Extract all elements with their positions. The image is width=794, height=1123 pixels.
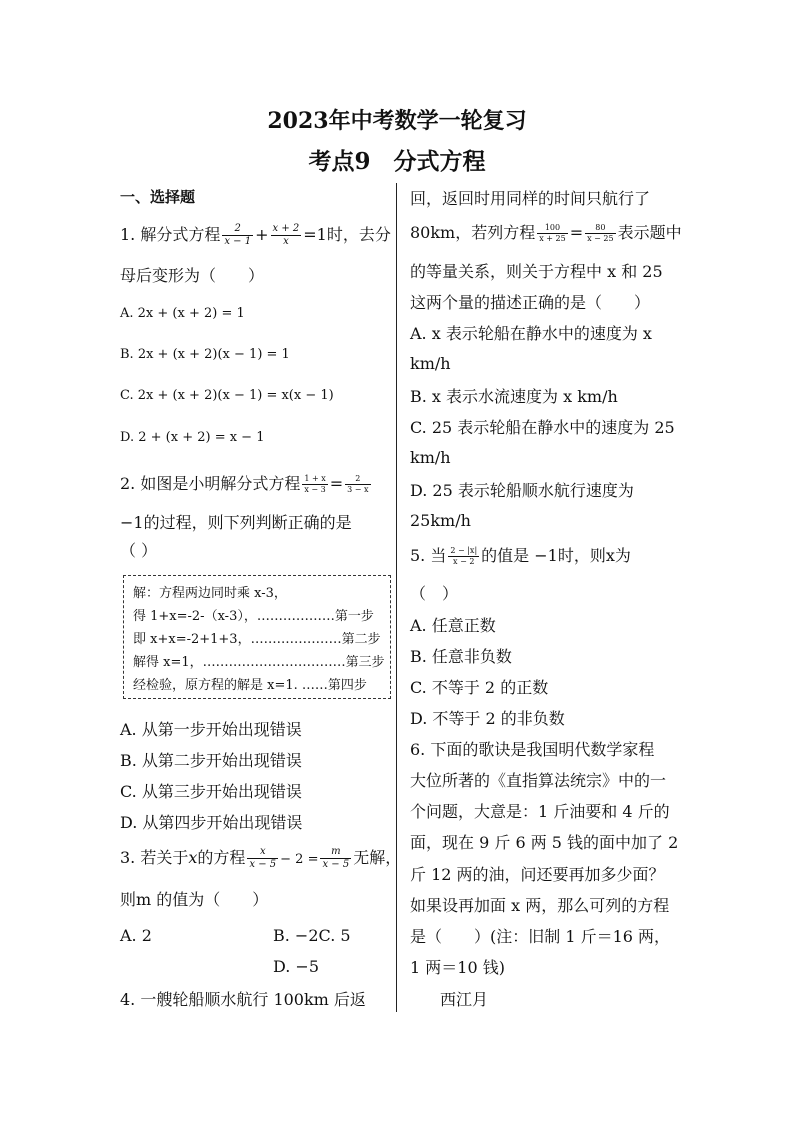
- q4-f1-numerator: 100: [537, 223, 567, 234]
- q4-f2-denominator: x − 25: [587, 234, 614, 243]
- q2-f1-numerator: 1 + x: [304, 474, 326, 483]
- q2-option-d: D. 从第四步开始出现错误: [120, 813, 303, 832]
- q2-f1-denominator: x − 3: [304, 485, 326, 494]
- q1-prefix: 1. 解分式方程: [120, 225, 221, 244]
- q1-plus: +: [255, 225, 269, 244]
- solution-line-1: 解：方程两边同时乘 x-3，: [133, 586, 287, 601]
- q3-f1-denominator: x − 5: [249, 859, 277, 870]
- q5-pre: 5. 当: [410, 546, 447, 565]
- q5-option-a: A. 任意正数: [410, 616, 496, 635]
- q3-variable: x: [188, 848, 198, 867]
- q1-f2-denominator: x: [283, 236, 289, 247]
- solution-line-5: 经检验，原方程的解是 x=1. ……第四步: [133, 678, 367, 693]
- q6-line1: 6. 下面的歌诀是我国明代数学家程: [410, 740, 655, 759]
- q2-stem-line2: −1的过程，则下列判断正确的是: [120, 513, 352, 532]
- question-3-stem: [120, 845, 401, 871]
- q6-line4: 面，现在 9 斤 6 两 5 钱的面中加了 2: [410, 833, 679, 852]
- solution-line-4: 解得 x=1，……………………………第三步: [133, 655, 385, 670]
- q2-option-b: B. 从第二步开始出现错误: [120, 751, 302, 770]
- q6-line6: 如果设再加面 x 两，那么可列的方程: [410, 896, 670, 915]
- q2-option-a: A. 从第一步开始出现错误: [120, 720, 302, 739]
- q2-f2-denominator: 3 − x: [347, 485, 369, 494]
- q1-option-b: B. 2x + (x + 2)(x − 1) = 1: [120, 347, 290, 362]
- q4-option-d-line1: D. 25 表示轮船顺水航行速度为: [410, 481, 634, 500]
- q3-suffix: 无解，: [353, 848, 402, 867]
- q3-minus: − 2 =: [280, 852, 319, 867]
- q6-line3: 个问题，大意是：1 斤油要和 4 斤的: [410, 802, 670, 821]
- document-title: 2023年中考数学一轮复习: [267, 108, 527, 134]
- q1-option-a: A. 2x + (x + 2) = 1: [120, 306, 245, 321]
- q2-equals: =: [329, 474, 344, 493]
- q3-mid: 的方程: [197, 848, 246, 867]
- q4-option-b: B. x 表示水流速度为 x km/h: [410, 387, 618, 406]
- q1-fraction-2: [271, 223, 302, 248]
- q1-f2-numerator: x + 2: [272, 223, 300, 234]
- q4-post: 表示题中: [617, 223, 682, 242]
- q6-poem-title: 西江月: [440, 990, 489, 1009]
- q4-option-a-line1: A. x 表示轮船在静水中的速度为 x: [410, 324, 652, 343]
- q6-line5: 斤 12 两的油，问还要再加多少面？: [410, 865, 665, 884]
- solution-line-2: 得 1+x=-2-（x-3），………………第一步: [133, 609, 374, 624]
- q3-fraction-1: [247, 846, 278, 871]
- q5-denominator: x − 2: [453, 557, 475, 566]
- q2-fraction-1: [302, 474, 327, 495]
- q1-stem-line2: 母后变形为（ ）: [120, 266, 265, 285]
- solution-box: [123, 575, 391, 699]
- q3-f1-numerator: x: [247, 846, 278, 859]
- q5-option-d: D. 不等于 2 的非负数: [410, 709, 565, 728]
- q3-stem-line2: 则m 的值为（ ）: [120, 890, 269, 909]
- q2-fraction-2: [345, 474, 370, 495]
- q4-fraction-2: [585, 223, 615, 244]
- q3-f2-denominator: x − 5: [322, 859, 350, 870]
- q6-line8: 1 两＝10 钱): [410, 958, 505, 977]
- q2-option-c: C. 从第三步开始出现错误: [120, 782, 302, 801]
- q1-suffix: =1时，去分: [303, 225, 391, 244]
- q1-f1-denominator: x − 1: [224, 236, 252, 247]
- q4-option-c-line1: C. 25 表示轮船在静水中的速度为 25: [410, 418, 675, 437]
- q3-f2-numerator: m: [320, 846, 351, 859]
- q5-post: 的值是 −1时，则x为: [481, 546, 631, 565]
- document-subtitle: 考点9 分式方程: [308, 148, 486, 175]
- question-2-stem: [120, 471, 373, 495]
- q4-line3: 的等量关系，则关于方程中 x 和 25: [410, 262, 663, 281]
- q5-line2: （ ）: [410, 584, 459, 603]
- question-4-start: 4. 一艘轮船顺水航行 100km 后返: [120, 990, 366, 1009]
- question-5-stem: [410, 543, 631, 567]
- q4-equation-line: [410, 220, 682, 244]
- q4-option-a-line2: km/h: [410, 354, 451, 373]
- q4-pre: 80km，若列方程: [410, 223, 536, 242]
- q1-fraction-1: [222, 223, 253, 248]
- q3-option-d: D. −5: [273, 957, 320, 976]
- q5-fraction: [448, 546, 479, 567]
- q5-option-b: B. 任意非负数: [410, 647, 512, 666]
- q2-f2-numerator: 2: [345, 474, 370, 485]
- q4-option-d-line2: 25km/h: [410, 511, 471, 530]
- column-divider: [396, 183, 397, 1012]
- q4-fraction-1: [537, 223, 567, 244]
- q3-option-bc: B. −2C. 5: [273, 926, 351, 945]
- q1-option-d: D. 2 + (x + 2) = x − 1: [120, 430, 265, 445]
- q2-stem-line3: （ ）: [120, 541, 158, 560]
- q3-prefix: 3. 若关于: [120, 848, 189, 867]
- q4-f1-denominator: x + 25: [539, 234, 566, 243]
- q1-option-c: C. 2x + (x + 2)(x − 1) = x(x − 1): [120, 388, 334, 403]
- q4-line1: 回，返回时用同样的时间只航行了: [410, 189, 651, 208]
- q3-option-a: A. 2: [120, 926, 152, 945]
- q5-numerator: 2 − |x|: [450, 546, 478, 555]
- solution-line-3: 即 x+x=-2+1+3，…………………第二步: [133, 632, 381, 647]
- q4-line4: 这两个量的描述正确的是（ ）: [410, 293, 651, 312]
- q6-line2: 大位所著的《直指算法统宗》中的一: [410, 771, 667, 790]
- q3-fraction-2: [320, 846, 351, 871]
- q2-prefix: 2. 如图是小明解分式方程: [120, 474, 301, 493]
- section-heading: 一、选择题: [120, 188, 196, 206]
- q5-option-c: C. 不等于 2 的正数: [410, 678, 549, 697]
- q4-f2-numerator: 80: [585, 223, 615, 234]
- q4-equals: =: [569, 223, 584, 242]
- q1-f1-numerator: 2: [222, 223, 253, 236]
- question-1-stem: [120, 222, 391, 248]
- q6-line7: 是（ ）(注：旧制 1 斤＝16 两，: [410, 927, 671, 946]
- q4-option-c-line2: km/h: [410, 448, 451, 467]
